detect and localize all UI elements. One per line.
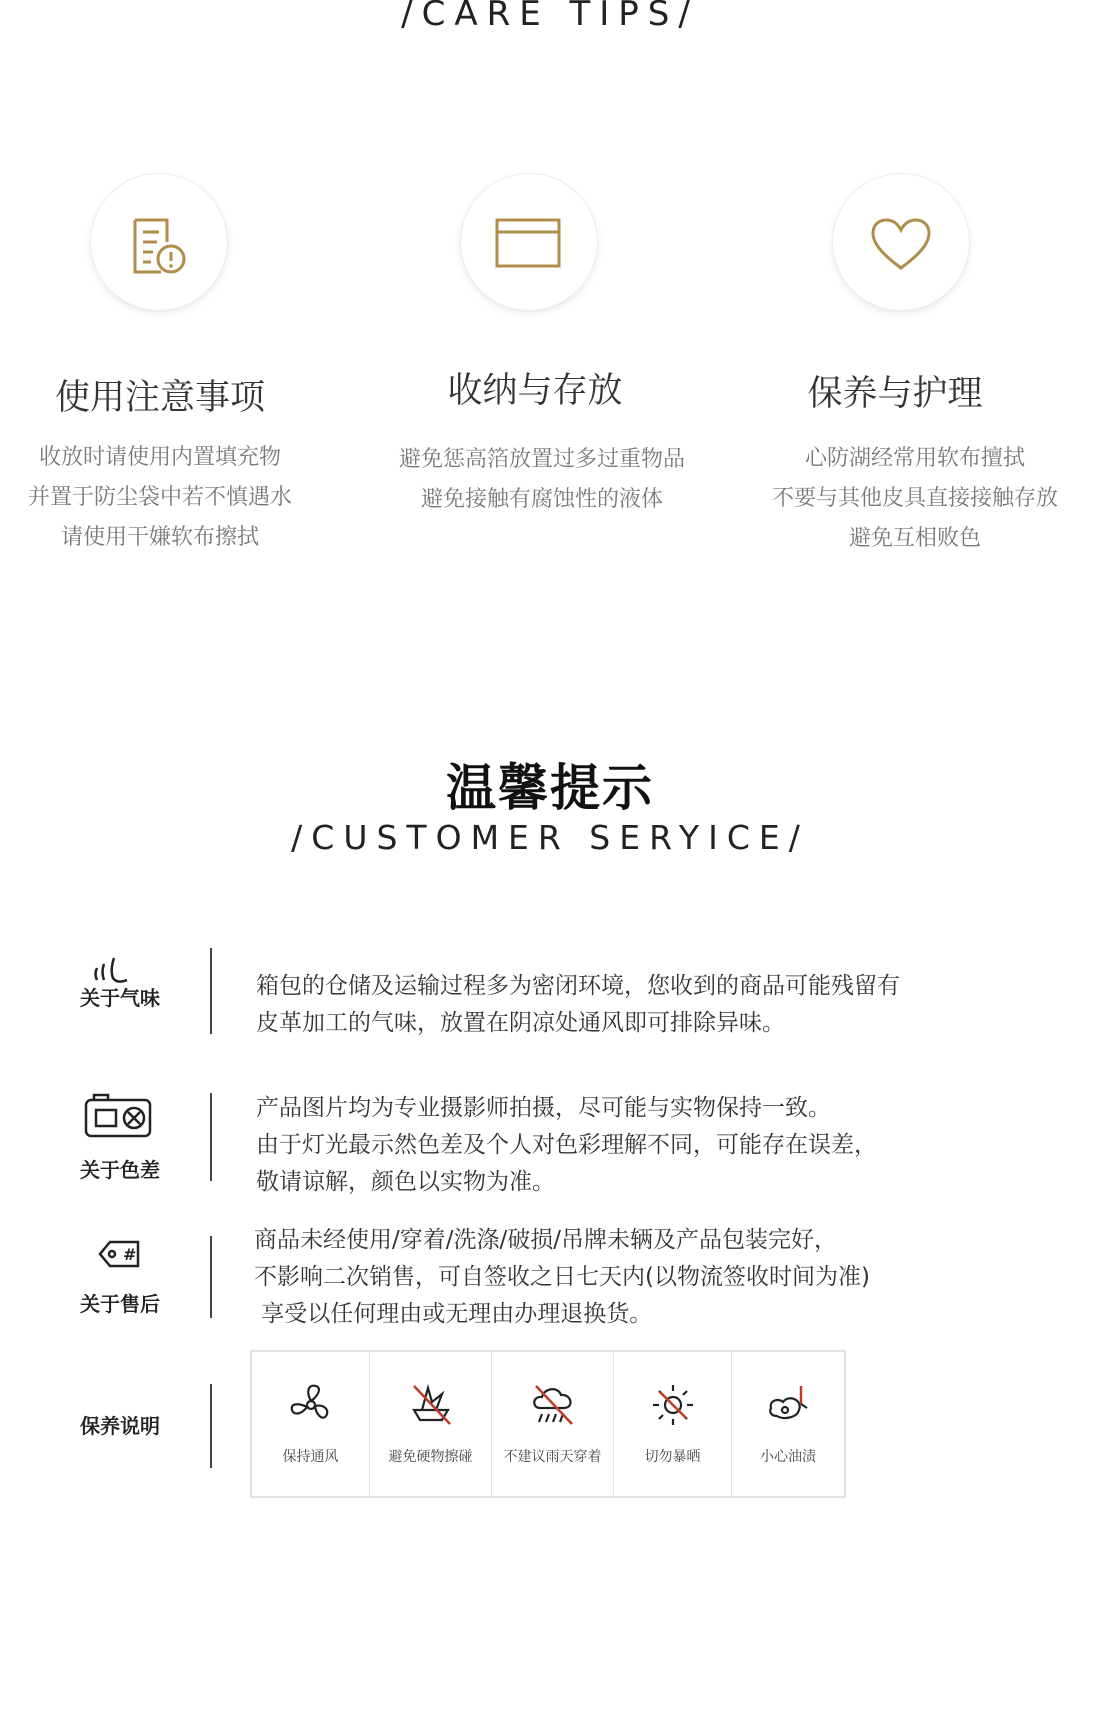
divider xyxy=(210,1384,212,1468)
price-tag-icon xyxy=(60,1236,180,1272)
section-title: 温馨提示 xyxy=(446,759,654,817)
camera-icon xyxy=(60,1090,180,1140)
care-tip-line: 收放时请使用内置填充物 xyxy=(38,445,281,470)
maintenance-caption: 保持通风 xyxy=(282,1449,339,1465)
divider xyxy=(210,1093,212,1181)
no-hard-object-icon xyxy=(406,1380,456,1430)
info-row-text xyxy=(254,1222,870,1333)
maintenance-item xyxy=(732,1352,844,1496)
maintenance-item xyxy=(252,1352,370,1496)
care-tip-icon-circle xyxy=(461,174,597,310)
info-row-text xyxy=(256,1090,877,1201)
info-row-line: 由于灯光最示然色差及个人对色彩理解不同，可能存在误差， xyxy=(256,1132,877,1158)
maintenance-grid xyxy=(250,1350,846,1498)
info-row-line: 敬请谅解，颜色以实物为准。 xyxy=(256,1169,555,1195)
info-row-label: 关于气味 xyxy=(80,986,160,1010)
rectangle-box-icon xyxy=(461,174,597,310)
care-tip-text xyxy=(725,439,1100,559)
divider xyxy=(210,1236,212,1318)
care-tip-line: 避免互相败色 xyxy=(848,526,981,551)
maintenance-caption: 切勿暴晒 xyxy=(644,1449,701,1465)
fan-ventilation-icon xyxy=(286,1380,336,1430)
info-row-icon-wrap xyxy=(60,1090,180,1180)
care-tip-icon-circle xyxy=(91,174,227,310)
care-tip-title: 保养与护理 xyxy=(807,374,983,414)
maintenance-caption: 不建议雨天穿着 xyxy=(503,1449,602,1465)
info-row-line: 商品未经使用/穿着/洗涤/破损/吊牌未辆及产品包装完好， xyxy=(254,1227,837,1253)
info-row-line: 不影响二次销售，可自签收之日七天内(以物流签收时间为准) xyxy=(254,1264,870,1290)
care-tip-text xyxy=(0,438,340,558)
care-tip-line: 请使用干嫌软布擦拭 xyxy=(60,525,259,550)
smell-wave-icon xyxy=(60,950,180,986)
no-rain-icon xyxy=(528,1380,578,1430)
info-row-line: 产品图片均为专业摄影师拍摄，尽可能与实物保持一致。 xyxy=(256,1095,831,1121)
maintenance-caption: 避免硬物擦碰 xyxy=(388,1449,473,1465)
info-row-label: 关于售后 xyxy=(80,1292,160,1316)
maintenance-item xyxy=(370,1352,492,1496)
info-row-icon-wrap xyxy=(60,1236,180,1316)
care-tip-line: 避免接触有腐蚀性的液体 xyxy=(420,487,663,512)
no-sun-icon xyxy=(648,1380,698,1430)
info-row-line: 箱包的仓储及运输过程多为密闭环境，您收到的商品可能残留有 xyxy=(256,973,900,999)
maintenance-caption: 小心油渍 xyxy=(760,1449,816,1465)
care-tips-heading: /CARE TIPS/ xyxy=(401,0,699,34)
care-tip-text xyxy=(362,440,722,520)
maintenance-item xyxy=(614,1352,732,1496)
divider xyxy=(210,948,212,1034)
info-row-line: 享受以任何理由或无理由办理退换货。 xyxy=(254,1301,653,1327)
care-tip-line: 避免惩高箔放置过多过重物品 xyxy=(398,447,685,472)
care-tip-line: 不要与其他皮具直接接触存放 xyxy=(771,486,1058,511)
care-tip-title: 使用注意事项 xyxy=(54,378,265,418)
heart-icon xyxy=(833,174,969,310)
info-row-text xyxy=(256,968,900,1042)
info-row-label: 关于色差 xyxy=(80,1158,160,1182)
svg-text:#: # xyxy=(123,1245,137,1264)
section-subtitle: /CUSTOMER SERYICE/ xyxy=(291,818,809,857)
info-row-line: 皮革加工的气味，放置在阴凉处通风即可排除异味。 xyxy=(256,1010,785,1036)
oil-stain-icon xyxy=(763,1380,813,1430)
care-tip-title: 收纳与存放 xyxy=(447,371,623,411)
maintenance-item xyxy=(492,1352,614,1496)
care-tip-line: 并置于防尘袋中若不慎遇水 xyxy=(27,485,292,510)
maintenance-label: 保养说明 xyxy=(80,1414,160,1438)
document-warning-icon xyxy=(91,174,227,310)
care-tip-icon-circle xyxy=(833,174,969,310)
care-tip-line: 心防湖经常用软布擅拭 xyxy=(804,446,1025,471)
info-row-icon-wrap xyxy=(60,950,180,1010)
